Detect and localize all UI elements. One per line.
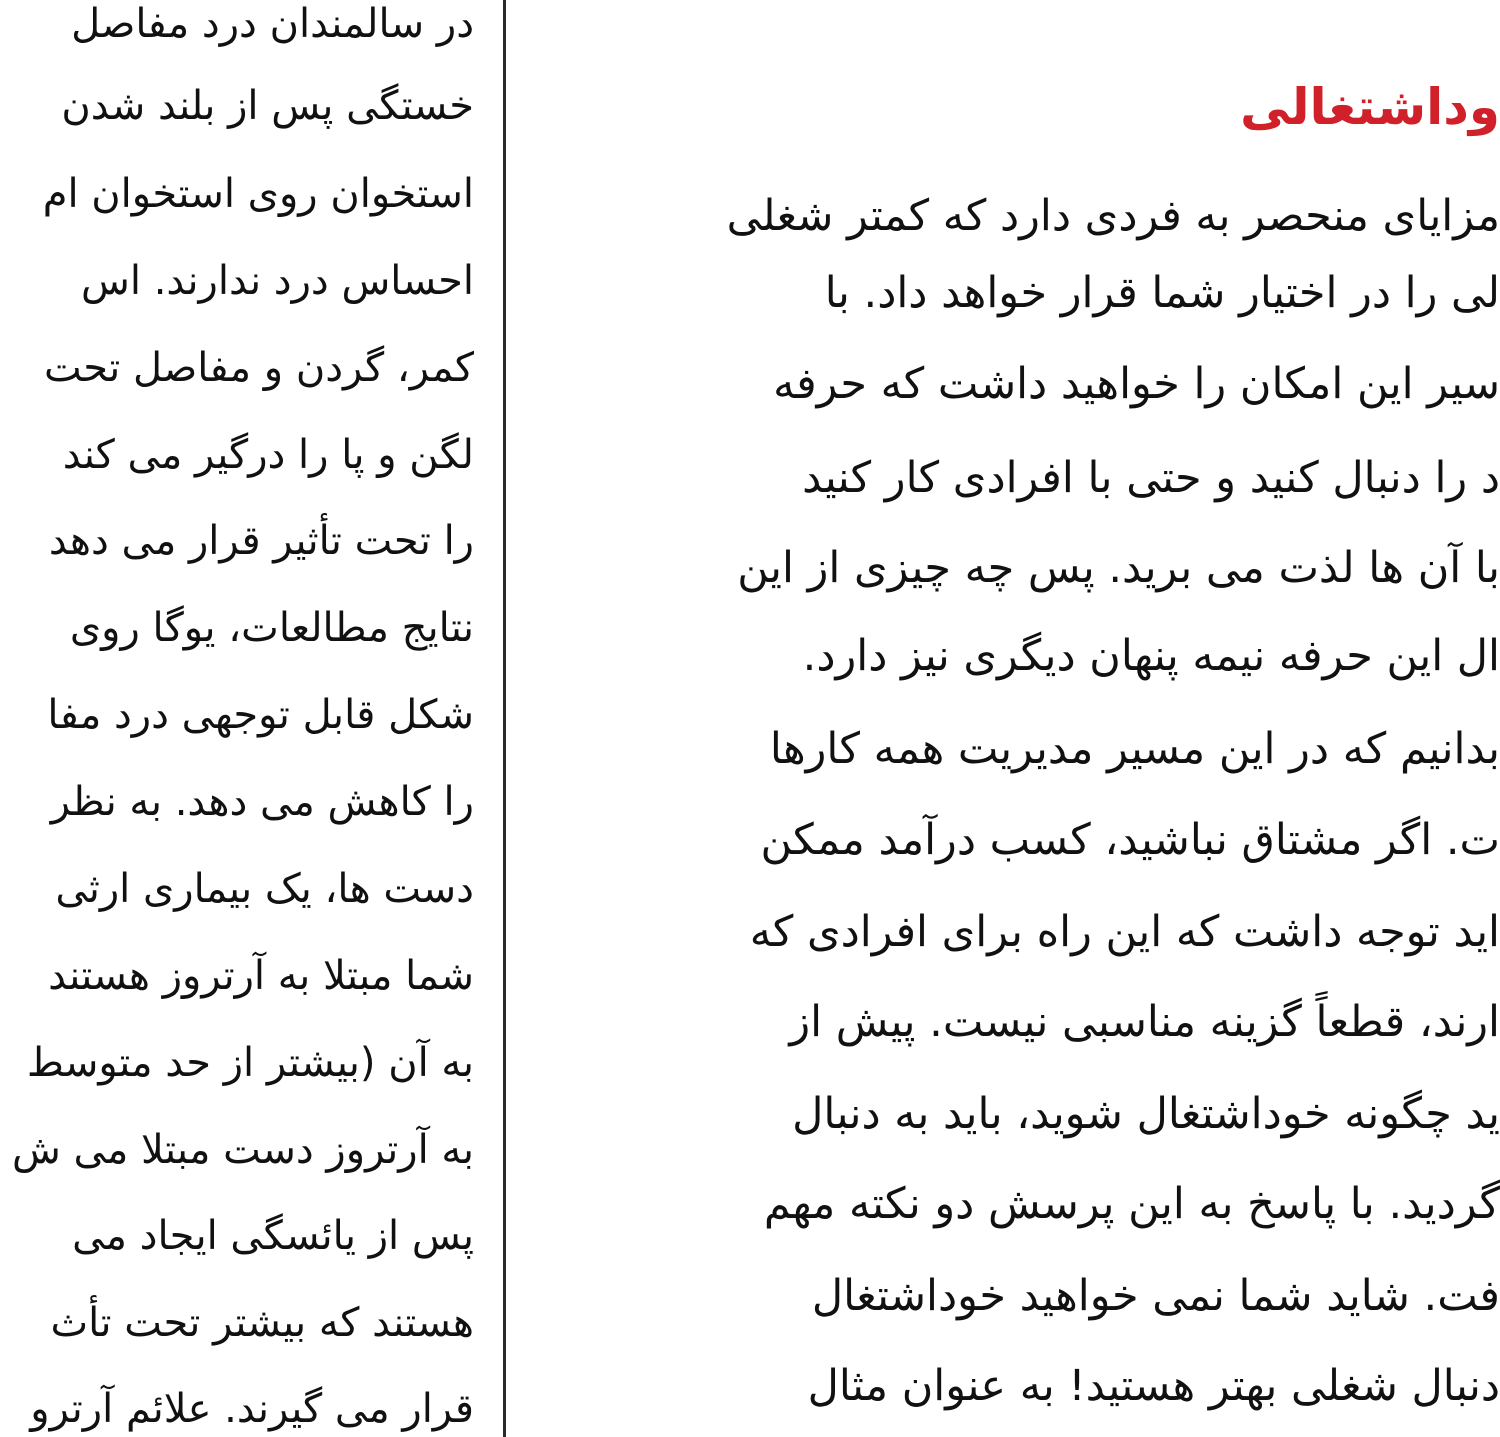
right-text-line: ت. اگر مشتاق نباشید، کسب درآمد ممکن xyxy=(760,815,1500,865)
left-text-line: استخوان روی استخوان ام xyxy=(42,171,474,217)
right-text-line: گردید. با پاسخ به این پرسش دو نکته مهم xyxy=(763,1179,1500,1229)
left-text-line: پس از یائسگی ایجاد می xyxy=(72,1213,474,1259)
right-text-line: بدانیم که در این مسیر مدیریت همه کارها xyxy=(769,724,1500,774)
left-text-line: خستگی پس از بلند شدن xyxy=(61,83,474,129)
left-text-line: قرار می گیرند. علائم آرترو xyxy=(30,1386,474,1432)
right-text-line: با آن ها لذت می برید. پس چه چیزی از این xyxy=(737,543,1500,593)
right-text-line: لی را در اختیار شما قرار خواهد داد. با xyxy=(824,268,1500,318)
left-text-column xyxy=(0,0,474,1437)
left-text-line: شما مبتلا به آرتروز هستند xyxy=(48,953,474,999)
left-text-line: لگن و پا را درگیر می کند xyxy=(62,432,474,478)
left-text-line: هستند که بیشتر تحت تأث xyxy=(50,1300,474,1346)
left-text-line: به آرتروز دست مبتلا می ش xyxy=(11,1127,474,1173)
left-text-line: را تحت تأثیر قرار می دهد xyxy=(48,518,474,564)
left-text-line: شکل قابل توجهی درد مفا xyxy=(47,692,474,738)
right-text-line: دنبال شغلی بهتر هستید! به عنوان مثال xyxy=(807,1361,1500,1411)
right-text-line: مزایای منحصر به فردی دارد که کمتر شغلی xyxy=(726,191,1500,241)
right-text-line: اید توجه داشت که این راه برای افرادی که xyxy=(749,907,1500,957)
left-text-line: به آن (بیشتر از حد متوسط xyxy=(26,1040,474,1086)
right-text-line: سیر این امکان را خواهید داشت که حرفه xyxy=(773,359,1500,409)
left-text-line: دست ها، یک بیماری ارثی xyxy=(55,866,474,912)
right-text-line: ال این حرفه نیمه پنهان دیگری نیز دارد. xyxy=(802,631,1500,681)
left-text-line: را کاهش می دهد. به نظر xyxy=(50,779,474,825)
right-text-line: ید چگونه خوداشتغال شوید، باید به دنبال xyxy=(792,1089,1500,1139)
column-divider xyxy=(503,0,506,1437)
left-text-line: نتایج مطالعات، یوگا روی xyxy=(69,605,474,651)
article-heading: وداشتغالی xyxy=(1240,78,1500,136)
right-text-line: ارند، قطعاً گزینه مناسبی نیست. پیش از xyxy=(789,997,1500,1047)
right-text-column xyxy=(614,0,1500,1437)
left-text-line: در سالمندان درد مفاصل xyxy=(71,1,474,47)
left-text-line: احساس درد ندارند. اس xyxy=(81,258,474,304)
left-text-line: کمر، گردن و مفاصل تحت xyxy=(44,345,474,391)
right-text-line: د را دنبال کنید و حتی با افرادی کار کنید xyxy=(802,453,1500,503)
right-text-line: فت. شاید شما نمی خواهید خوداشتغال xyxy=(811,1271,1500,1321)
